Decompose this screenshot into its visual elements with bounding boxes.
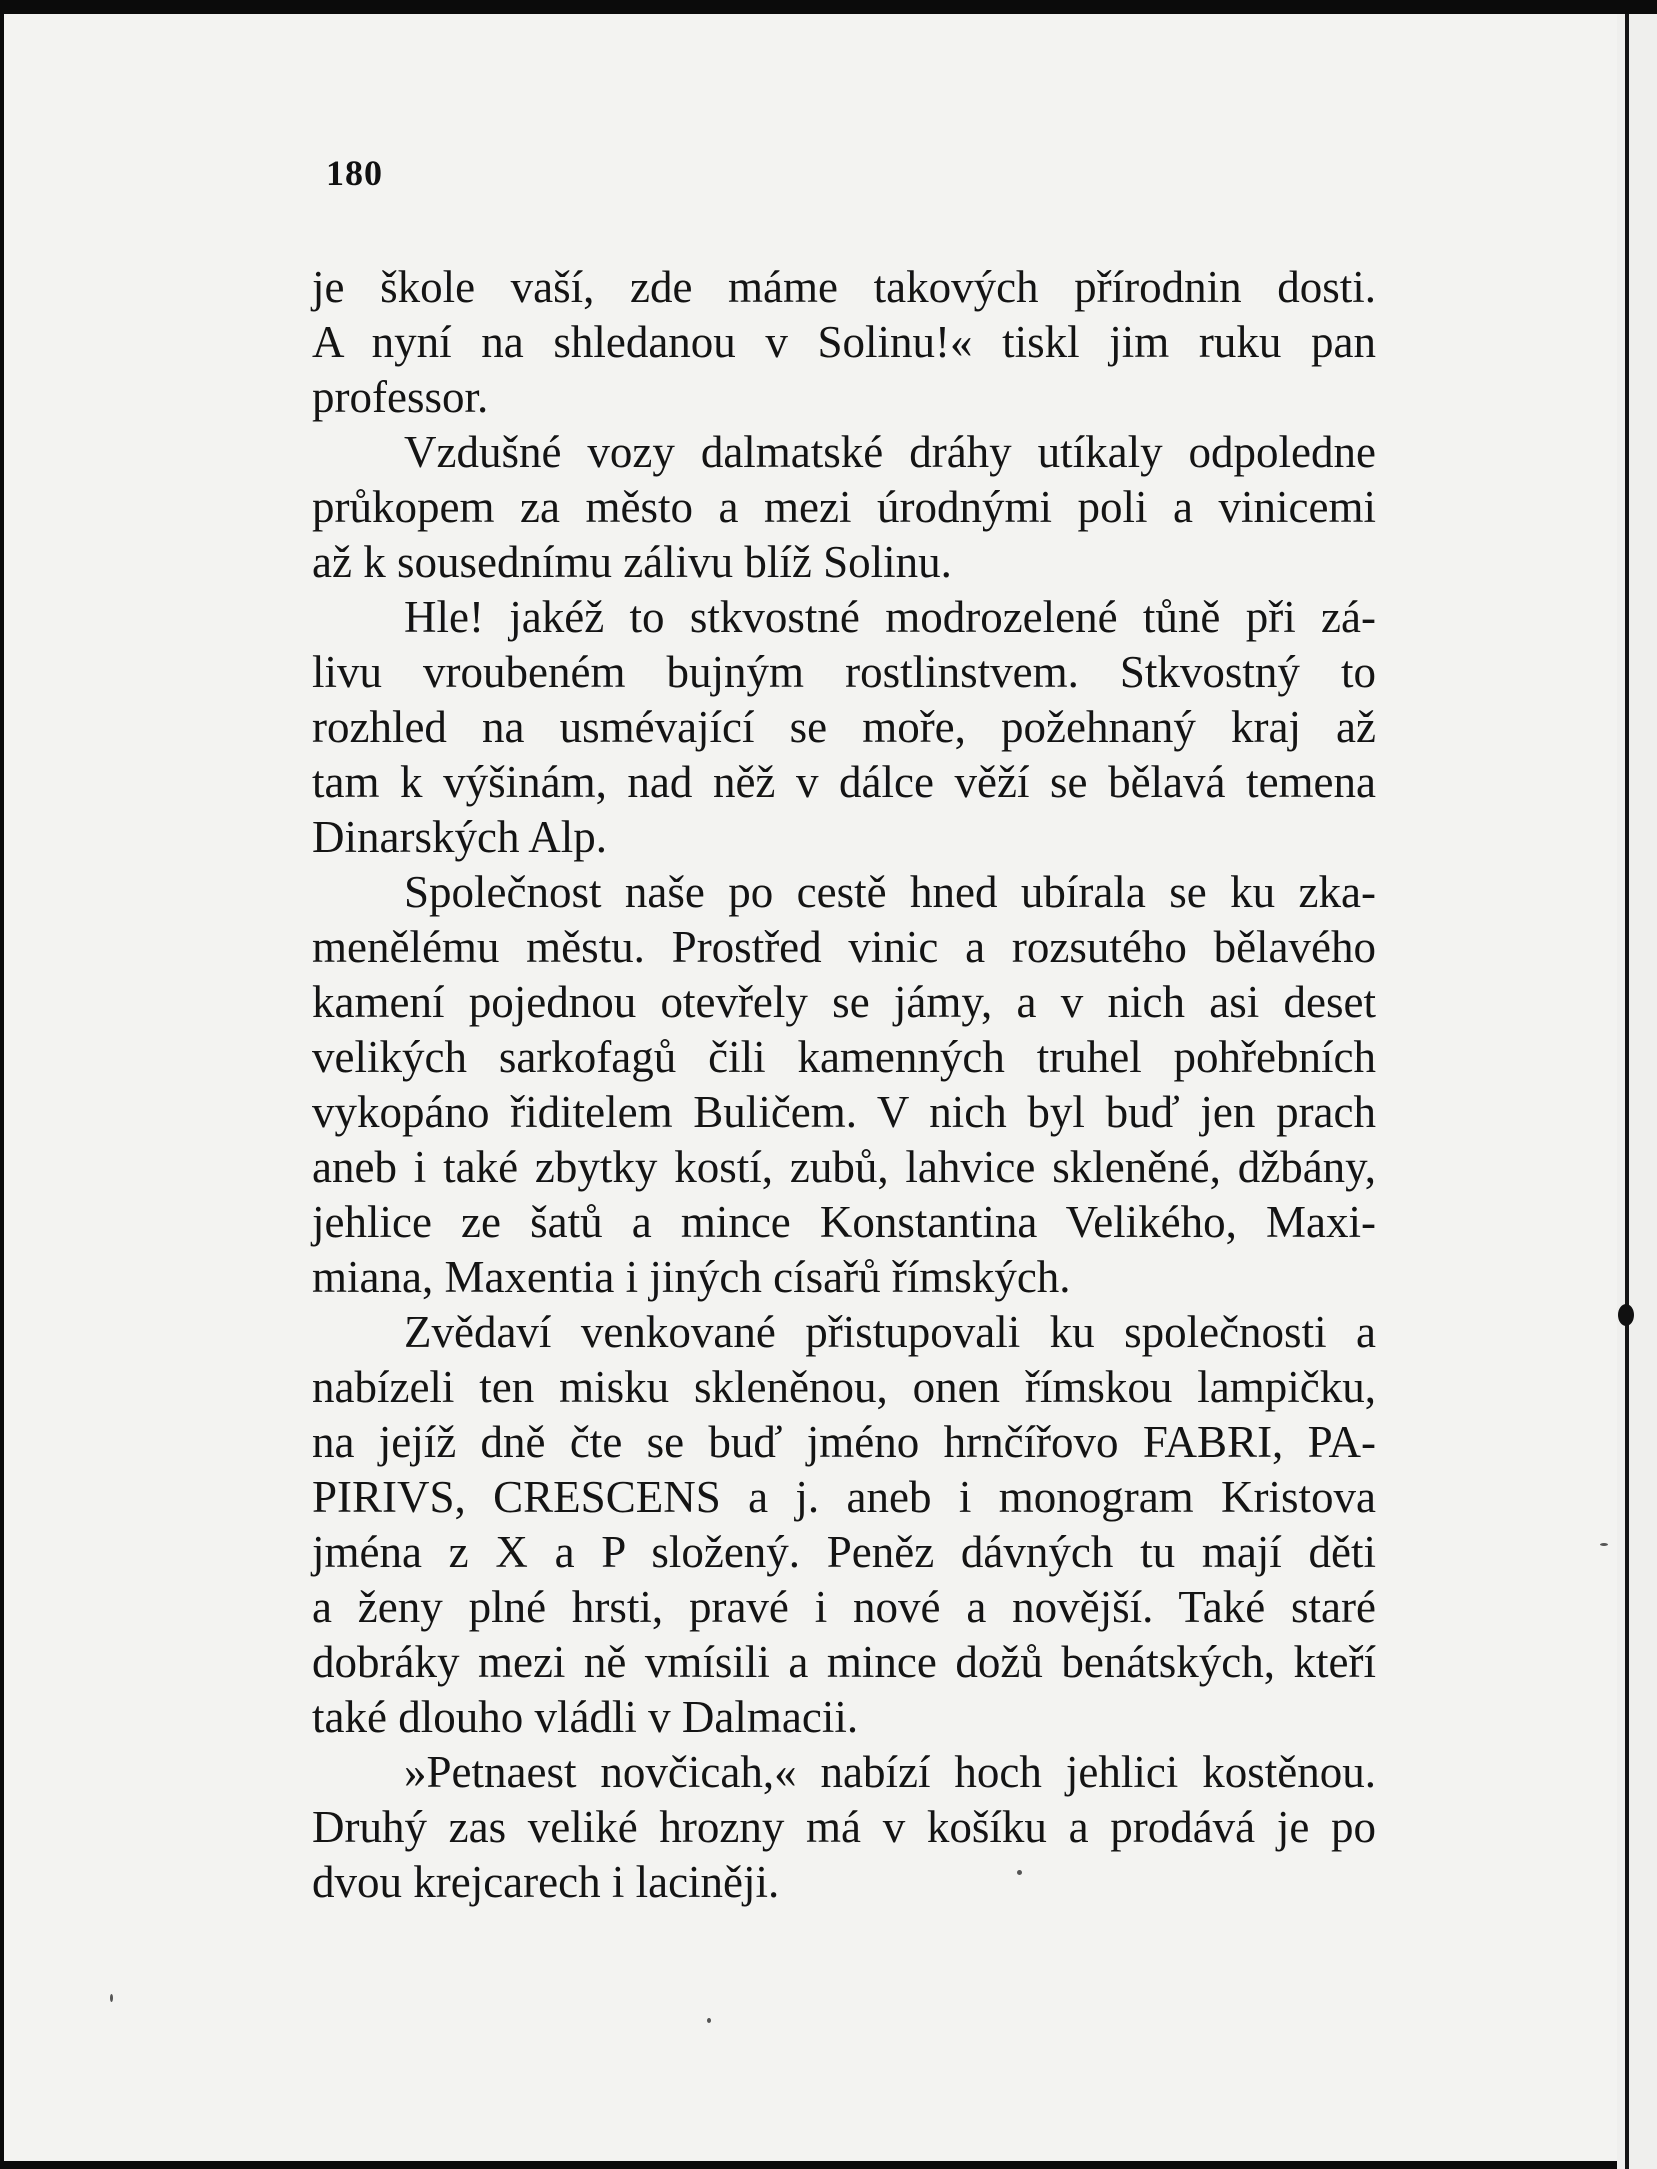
paper-speck [707, 2018, 711, 2023]
text-line: Dinarských Alp. [312, 812, 607, 862]
text-line: jména z X a P složený. Peněz dávných tu mají děti [312, 1527, 1376, 1577]
text-line: Druhý zas veliké hrozny má v košíku a prodává je po [312, 1802, 1376, 1852]
text-line: A nyní na shledanou v Solinu!« tiskl jim ruku pan [312, 317, 1376, 367]
text-line: na jejíž dně čte se buď jméno hrnčířovo FABRI, PA- [312, 1417, 1376, 1467]
text-line: kamení pojednou otevřely se jámy, a v nich asi deset [312, 977, 1376, 1027]
paper-speck [110, 1994, 113, 2002]
text-line: průkopem za město a mezi úrodnými poli a vinicemi [312, 482, 1376, 532]
text-line: velikých sarkofagů čili kamenných truhel pohřebních [312, 1032, 1376, 1082]
text-line: menělému městu. Prostřed vinic a rozsutého bělavého [312, 922, 1376, 972]
text-line: rozhled na usmévající se moře, požehnaný kraj až [312, 702, 1376, 752]
paragraph [312, 1305, 1376, 1745]
text-line: Společnost naše po cestě hned ubírala se ku zka- [404, 867, 1376, 917]
text-line: také dlouho vládli v Dalmacii. [312, 1692, 859, 1742]
paragraph [312, 425, 1376, 590]
paragraph [312, 1745, 1376, 1910]
text-line: tam k výšinám, nad něž v dálce věží se bělavá temena [312, 757, 1376, 807]
paper-speck [1017, 1870, 1022, 1875]
text-line: »Petnaest novčicah,« nabízí hoch jehlici kostěnou. [404, 1747, 1376, 1797]
text-line: je škole vaší, zde máme takových přírodnin dosti. [312, 262, 1376, 312]
paragraph [312, 590, 1376, 865]
text-line: vykopáno řiditelem Buličem. V nich byl buď jen prach [312, 1087, 1376, 1137]
paper-speck [1600, 1543, 1608, 1546]
book-page [4, 14, 1617, 2161]
body-text [312, 260, 1376, 1910]
paragraph [312, 865, 1376, 1305]
page-edge [1617, 14, 1657, 2169]
text-line: PIRIVS, CRESCENS a j. aneb i monogram Kristova [312, 1472, 1376, 1522]
page-number: 180 [326, 153, 383, 193]
text-line: livu vroubeném bujným rostlinstvem. Stkvostný to [312, 647, 1376, 697]
text-line: nabízeli ten misku skleněnou, onen římskou lampičku, [312, 1362, 1376, 1412]
text-line: Vzdušné vozy dalmatské dráhy utíkaly odpoledne [404, 427, 1376, 477]
text-line: professor. [312, 372, 489, 422]
binding-mark [1618, 1304, 1634, 1326]
paragraph [312, 260, 1376, 425]
text-line: a ženy plné hrsti, pravé i nové a novější. Také staré [312, 1582, 1376, 1632]
text-line: Zvědaví venkované přistupovali ku společnosti a [404, 1307, 1376, 1357]
text-line: dvou krejcarech i laciněji. [312, 1857, 780, 1907]
text-line: dobráky mezi ně vmísili a mince dožů benátských, kteří [312, 1637, 1376, 1687]
text-line: až k sousednímu zálivu blíž Solinu. [312, 537, 952, 587]
text-line: jehlice ze šatů a mince Konstantina Velikého, Maxi- [312, 1197, 1376, 1247]
text-line: Hle! jakéž to stkvostné modrozelené tůně při zá- [404, 592, 1376, 642]
text-line: miana, Maxentia i jiných císařů římských. [312, 1252, 1071, 1302]
page-edge-line [1625, 14, 1629, 2169]
text-line: aneb i také zbytky kostí, zubů, lahvice skleněné, džbány, [312, 1142, 1376, 1192]
